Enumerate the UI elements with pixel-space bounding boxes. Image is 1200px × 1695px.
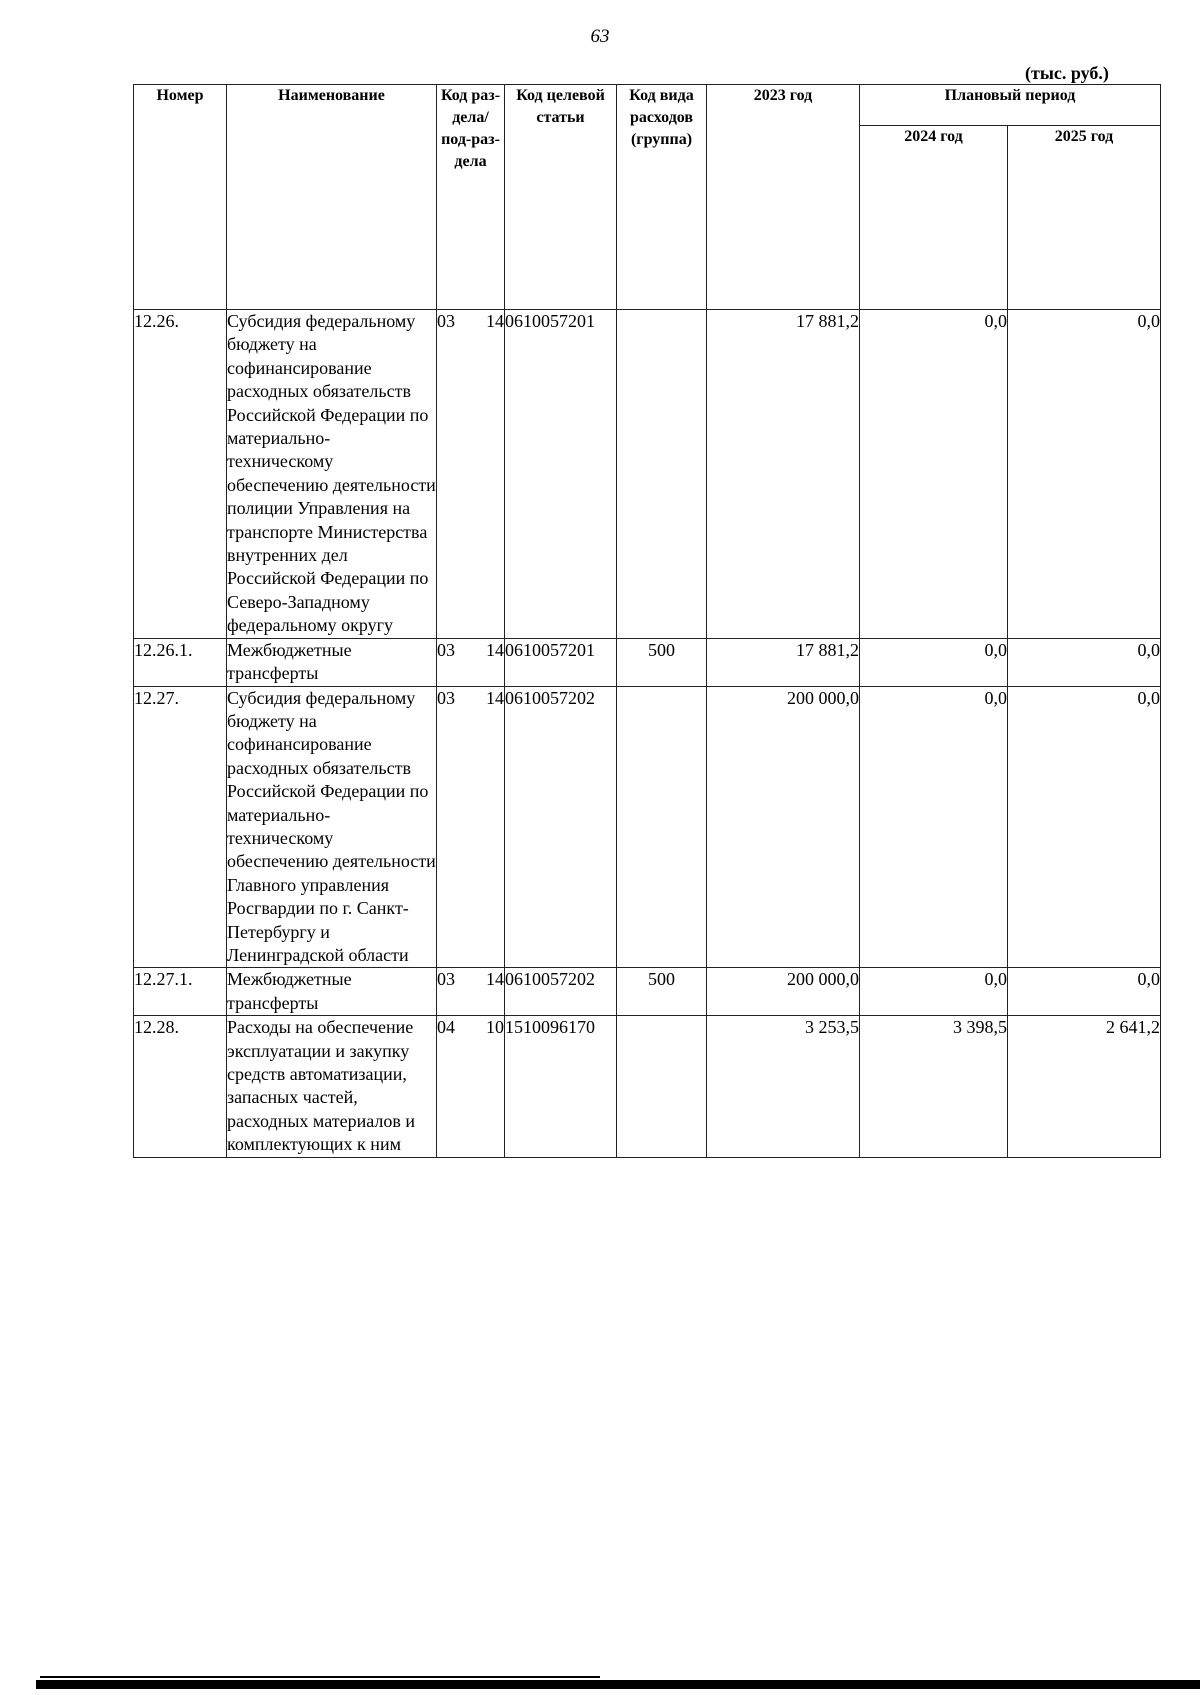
row-kvr: [617, 1016, 707, 1157]
row-podrazdel: 14: [486, 639, 504, 660]
row-name: Субсидия федеральному бюджету на софинансирование расходных обязательств Российской Федерации по материально-техническому обеспечению деятельности полиции Управления на транспорте Министерства внутренних дел Российской Федерации по Северо-Западному федеральному округу: [227, 310, 437, 639]
row-kcs: 0610057201: [505, 310, 617, 639]
row-name: Субсидия федеральному бюджету на софинансирование расходных обязательств Российской Федерации по материально-техническому обеспечению деятельности Главного управления Росгвардии по г. Санкт-Петербургу и Ленинградской области: [227, 686, 437, 968]
row-podrazdel: 10: [486, 1017, 504, 1038]
header-razdel: Код раз-дела/ под-раз-дела: [437, 85, 505, 310]
header-row: [134, 85, 1161, 126]
row-razdel-cell: [437, 686, 505, 968]
row-number: 12.26.: [134, 310, 227, 639]
row-razdel: 03: [437, 311, 455, 331]
row-razdel-cell: [437, 638, 505, 686]
row-podrazdel: 14: [486, 969, 504, 990]
table-row: [134, 968, 1161, 1016]
row-razdel: 03: [437, 687, 455, 708]
row-razdel-cell: [437, 310, 505, 639]
row-number: 12.27.1.: [134, 968, 227, 1016]
row-name: Межбюджетные трансферты: [227, 638, 437, 686]
row-kvr: [617, 686, 707, 968]
units-label: (тыс. руб.): [1025, 63, 1109, 83]
row-kvr: 500: [617, 638, 707, 686]
row-razdel-cell: [437, 1016, 505, 1157]
row-2025: 2 641,2: [1008, 1016, 1161, 1157]
table-row: [134, 310, 1161, 639]
row-2025: 0,0: [1008, 968, 1161, 1016]
header-2025: 2025 год: [1008, 126, 1161, 310]
row-2024: 0,0: [860, 968, 1008, 1016]
row-2024: 0,0: [860, 638, 1008, 686]
header-name: Наименование: [227, 85, 437, 310]
header-2023: 2023 год: [707, 85, 860, 310]
row-kvr: 500: [617, 968, 707, 1016]
row-razdel: 03: [437, 639, 455, 660]
row-razdel: 04: [437, 1017, 455, 1038]
row-2024: 3 398,5: [860, 1016, 1008, 1157]
header-kvr: Код вида расходов (группа): [617, 85, 707, 310]
page-number: 63: [590, 26, 610, 47]
row-kcs: 0610057202: [505, 686, 617, 968]
row-2024: 0,0: [860, 686, 1008, 968]
header-2024: 2024 год: [860, 126, 1008, 310]
row-number: 12.27.: [134, 686, 227, 968]
row-2024: 0,0: [860, 310, 1008, 639]
row-kcs: 0610057202: [505, 968, 617, 1016]
row-2023: 200 000,0: [707, 968, 860, 1016]
row-2023: 17 881,2: [707, 638, 860, 686]
row-number: 12.26.1.: [134, 638, 227, 686]
row-podrazdel: 14: [486, 311, 504, 331]
row-2025: 0,0: [1008, 638, 1161, 686]
row-2023: 200 000,0: [707, 686, 860, 968]
bottom-divider-thin: [40, 1676, 600, 1678]
table-row: [134, 638, 1161, 686]
header-number: Номер: [134, 85, 227, 310]
row-2023: 3 253,5: [707, 1016, 860, 1157]
row-kcs: 0610057201: [505, 638, 617, 686]
header-plan-period: Плановый период: [860, 85, 1161, 126]
row-name: Расходы на обеспечение эксплуатации и закупку средств автоматизации, запасных частей, расходных материалов и комплектующих к ним: [227, 1016, 437, 1157]
table-row: [134, 1016, 1161, 1157]
row-razdel-cell: [437, 968, 505, 1016]
row-podrazdel: 14: [486, 687, 504, 708]
row-2025: 0,0: [1008, 310, 1161, 639]
table-row: [134, 686, 1161, 968]
row-razdel: 03: [437, 969, 455, 990]
row-name: Межбюджетные трансферты: [227, 968, 437, 1016]
header-kcs: Код целевой статьи: [505, 85, 617, 310]
row-kcs: 1510096170: [505, 1016, 617, 1157]
row-number: 12.28.: [134, 1016, 227, 1157]
row-2025: 0,0: [1008, 686, 1161, 968]
bottom-divider: [36, 1680, 1200, 1689]
row-2023: 17 881,2: [707, 310, 860, 639]
row-kvr: [617, 310, 707, 639]
budget-table: [133, 84, 1161, 1158]
